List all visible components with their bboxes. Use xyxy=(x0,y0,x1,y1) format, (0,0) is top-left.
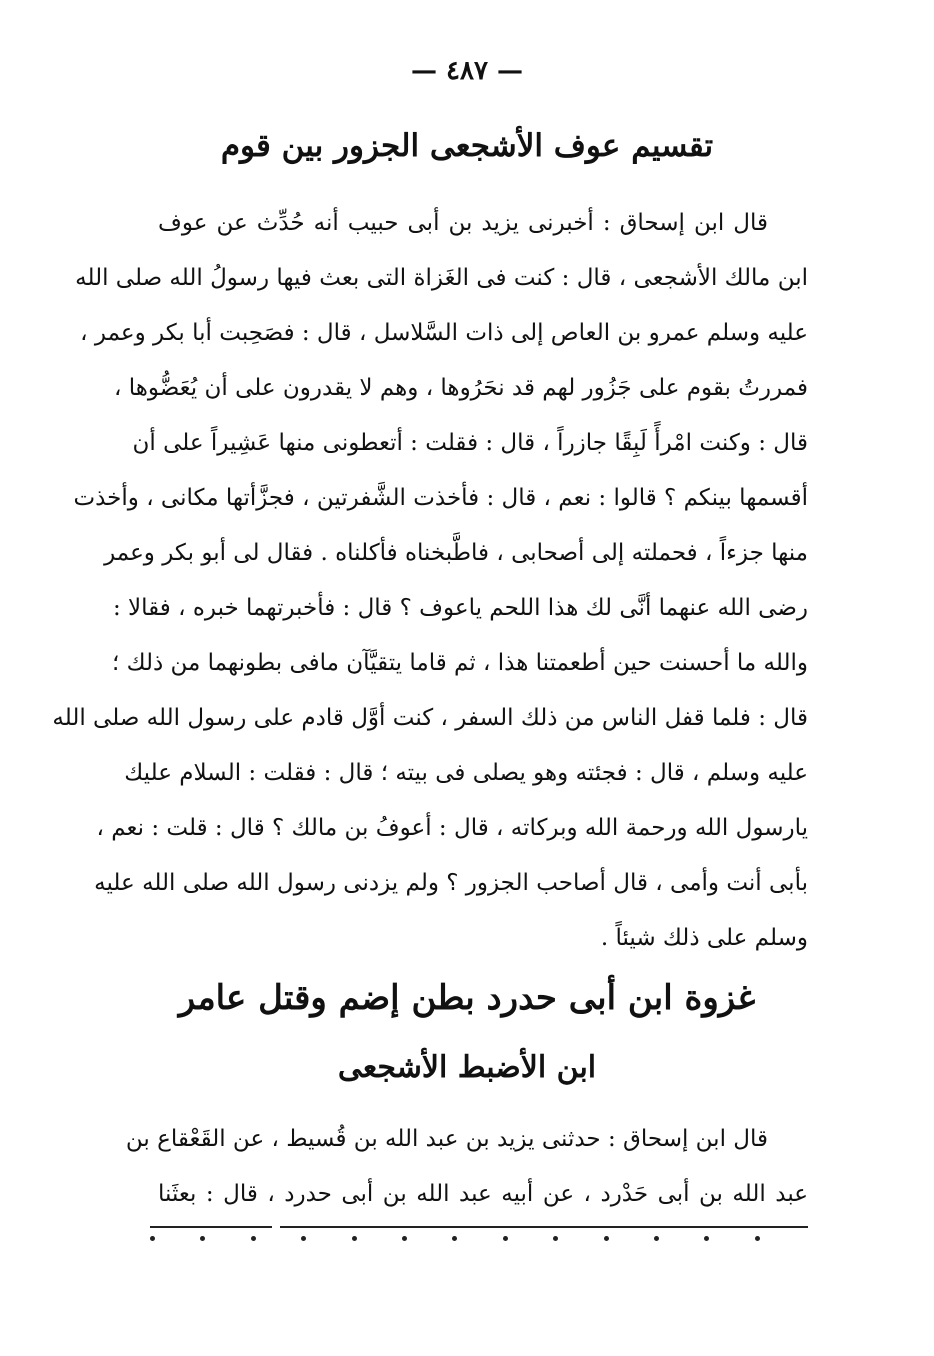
text-line: بأبى أنت وأمى ، قال أصاحب الجزور ؟ ولم يزدنى رسول الله صلى الله عليه xyxy=(94,870,808,896)
footer-rule-right xyxy=(280,1226,808,1228)
text-line: ابن مالك الأشجعى ، قال : كنت فى الغَزاة التى بعث فيها رسولُ الله صلى الله xyxy=(75,265,808,291)
footer-dot xyxy=(150,1236,155,1241)
footer-rule-left xyxy=(150,1226,272,1228)
section-subtitle-ibn-al-adbat: ابن الأضبط الأشجعى xyxy=(337,1050,597,1085)
text-line: منها جزءاً ، فحملته إلى أصحابى ، فاطَّبخناه فأكلناه . فقال لى أبو بكر وعمر xyxy=(104,540,808,566)
footer-dot xyxy=(553,1236,558,1241)
text-line: عليه وسلم عمرو بن العاص إلى ذات السَّلاسل ، قال : فصَحِبت أبا بكر وعمر ، xyxy=(80,320,808,346)
text-line: فمررتُ بقوم على جَزُور لهم قد نحَرُوها ، وهم لا يقدرون على أن يُعَضُّوها ، xyxy=(113,375,808,401)
text-line: والله ما أحسنت حين أطعمتنا هذا ، ثم قاما يتقيَّآن مافى بطونهما من ذلك ؛ xyxy=(111,650,808,676)
footer-dot xyxy=(755,1236,760,1241)
footer-dot xyxy=(503,1236,508,1241)
text-line: قال : وكنت امْرأً لَبِقًا جازراً ، قال : فقلت : أتعطونى منها عَشِيراً على أن xyxy=(132,430,808,456)
section-title-ibn-abi-hadrad: غزوة ابن أبى حدرد بطن إضم وقتل عامر xyxy=(178,978,756,1018)
text-line: يارسول الله ورحمة الله وبركاته ، قال : أعوفُ بن مالك ؟ قال : قلت : نعم ، xyxy=(96,815,808,841)
text-line: عليه وسلم ، قال : فجئته وهو يصلى فى بيته ؛ قال : فقلت : السلام عليك xyxy=(124,760,808,786)
text-line: وسلم على ذلك شيئاً . xyxy=(600,925,808,951)
footer-dot xyxy=(301,1236,306,1241)
footer-dot xyxy=(251,1236,256,1241)
page-number: — ٤٨٧ — xyxy=(410,56,524,86)
text-line: قال : فلما قفل الناس من ذلك السفر ، كنت أوَّل قادم على رسول الله صلى الله xyxy=(52,705,808,731)
footer-dot xyxy=(452,1236,457,1241)
text-line: رضى الله عنهما أنَّى لك هذا اللحم ياعوف ؟ قال : فأخبرتهما خبره ، فقالا : xyxy=(112,595,808,621)
paragraph-ibn-abi-hadrad xyxy=(125,1112,808,1222)
footer-dot xyxy=(352,1236,357,1241)
text-line: قال ابن إسحاق : حدثنى يزيد بن عبد الله بن قُسيط ، عن القَعْقاع بن xyxy=(125,1126,768,1152)
paragraph-awf-story xyxy=(52,196,808,966)
text-line: عبد الله بن أبى حَدْرد ، عن أبيه عبد الله بن أبى حدرد ، قال : بعثَنا xyxy=(158,1181,808,1207)
footer-dot xyxy=(654,1236,659,1241)
footer-dot xyxy=(402,1236,407,1241)
text-line: قال ابن إسحاق : أخبرنى يزيد بن أبى حبيب أنه حُدِّث عن عوف xyxy=(158,210,768,236)
footer-dot xyxy=(604,1236,609,1241)
section-title-awf: تقسيم عوف الأشجعى الجزور بين قوم xyxy=(220,128,714,164)
footer-dots xyxy=(150,1236,760,1241)
text-line: أقسمها بينكم ؟ قالوا : نعم ، قال : فأخذت الشَّفرتين ، فجزَّأتها مكانى ، وأخذت xyxy=(73,485,808,511)
footer-dot xyxy=(200,1236,205,1241)
footer-dot xyxy=(704,1236,709,1241)
